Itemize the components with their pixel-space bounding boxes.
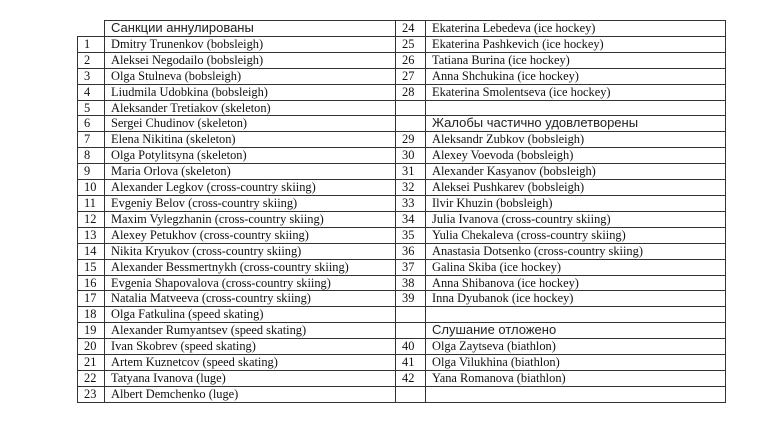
row-number: 27 [396,68,426,84]
athlete-name: Galina Skiba (ice hockey) [426,259,726,275]
athlete-name: Alexander Legkov (cross-country skiing) [105,180,396,196]
athlete-name [426,100,726,116]
row-number: 38 [396,275,426,291]
row-number: 33 [396,195,426,211]
athlete-name: Julia Ivanova (cross-country skiing) [426,211,726,227]
table-row [78,36,726,52]
table-row [78,211,726,227]
athlete-name: Olga Vilukhina (biathlon) [426,355,726,371]
row-number: 25 [396,36,426,52]
athlete-name: Alexander Kasyanov (bobsleigh) [426,164,726,180]
row-number: 16 [78,275,105,291]
athlete-name: Alexander Bessmertnykh (cross-country skiing) [105,259,396,275]
table-row [78,180,726,196]
athlete-name: Olga Zaytseva (biathlon) [426,339,726,355]
athlete-name: Yulia Chekaleva (cross-country skiing) [426,227,726,243]
row-number: 37 [396,259,426,275]
athlete-name: Dmitry Trunenkov (bobsleigh) [105,36,396,52]
row-number [396,386,426,402]
row-number: 31 [396,164,426,180]
athlete-name: Ekaterina Lebedeva (ice hockey) [426,21,726,37]
row-number: 13 [78,227,105,243]
athlete-name: Albert Demchenko (luge) [105,386,396,402]
athlete-name: Anna Shchukina (ice hockey) [426,68,726,84]
athlete-name: Anna Shibanova (ice hockey) [426,275,726,291]
table-row [78,148,726,164]
row-number [396,100,426,116]
right-section-header: Слушание отложено [426,323,726,339]
athlete-name: Olga Fatkulina (speed skating) [105,307,396,323]
row-number: 29 [396,132,426,148]
table-row [78,164,726,180]
athlete-name: Alexey Petukhov (cross-country skiing) [105,227,396,243]
athlete-name: Evgenia Shapovalova (cross-country skiing) [105,275,396,291]
table-row [78,195,726,211]
athlete-name: Alexander Rumyantsev (speed skating) [105,323,396,339]
athlete-name: Ilvir Khuzin (bobsleigh) [426,195,726,211]
athlete-name: Olga Potylitsyna (skeleton) [105,148,396,164]
athlete-name: Natalia Matveeva (cross-country skiing) [105,291,396,307]
row-number: 40 [396,339,426,355]
table-row [78,370,726,386]
row-number: 14 [78,243,105,259]
athlete-name: Anastasia Dotsenko (cross-country skiing) [426,243,726,259]
athlete-name: Maxim Vylegzhanin (cross-country skiing) [105,211,396,227]
table-row [78,259,726,275]
row-number: 42 [396,370,426,386]
row-number: 41 [396,355,426,371]
row-number: 30 [396,148,426,164]
table-row [78,243,726,259]
row-number: 28 [396,84,426,100]
athlete-name: Ivan Skobrev (speed skating) [105,339,396,355]
row-number: 1 [78,36,105,52]
athlete-name: Ekaterina Pashkevich (ice hockey) [426,36,726,52]
row-number: 6 [78,116,105,132]
athlete-name: Evgeniy Belov (cross-country skiing) [105,195,396,211]
row-number [396,307,426,323]
row-number: 7 [78,132,105,148]
table-row [78,323,726,339]
athlete-name: Artem Kuznetcov (speed skating) [105,355,396,371]
athlete-name: Tatiana Burina (ice hockey) [426,52,726,68]
table-row [78,52,726,68]
results-table-body [78,21,726,403]
table-row [78,339,726,355]
athlete-name: Aleksei Negodailo (bobsleigh) [105,52,396,68]
table-row [78,227,726,243]
athlete-name: Olga Stulneva (bobsleigh) [105,68,396,84]
athlete-name: Liudmila Udobkina (bobsleigh) [105,84,396,100]
right-section-header: Жалобы частично удовлетворены [426,116,726,132]
row-number: 23 [78,386,105,402]
table-row [78,21,726,37]
row-number: 9 [78,164,105,180]
row-number: 15 [78,259,105,275]
table-row [78,307,726,323]
table-row [78,116,726,132]
row-number [396,323,426,339]
left-section-header: Санкции аннулированы [105,21,396,37]
row-number: 21 [78,355,105,371]
row-number: 5 [78,100,105,116]
table-row [78,100,726,116]
athlete-name: Sergei Chudinov (skeleton) [105,116,396,132]
left-header-num-cell [78,21,105,37]
results-table [77,20,726,403]
row-number: 35 [396,227,426,243]
table-row [78,386,726,402]
table-row [78,275,726,291]
row-number: 17 [78,291,105,307]
row-number: 24 [396,21,426,37]
athlete-name: Maria Orlova (skeleton) [105,164,396,180]
athlete-name: Tatyana Ivanova (luge) [105,370,396,386]
row-number: 3 [78,68,105,84]
athlete-name: Alexey Voevoda (bobsleigh) [426,148,726,164]
row-number: 8 [78,148,105,164]
athlete-name [426,307,726,323]
table-row [78,291,726,307]
athlete-name: Ekaterina Smolentseva (ice hockey) [426,84,726,100]
athlete-name: Elena Nikitina (skeleton) [105,132,396,148]
row-number: 11 [78,195,105,211]
row-number: 2 [78,52,105,68]
table-row [78,84,726,100]
row-number: 10 [78,180,105,196]
table-row [78,355,726,371]
row-number: 32 [396,180,426,196]
row-number: 34 [396,211,426,227]
row-number: 12 [78,211,105,227]
athlete-name: Aleksandr Zubkov (bobsleigh) [426,132,726,148]
athlete-name [426,386,726,402]
athlete-name: Inna Dyubanok (ice hockey) [426,291,726,307]
table-row [78,68,726,84]
row-number: 20 [78,339,105,355]
row-number: 4 [78,84,105,100]
athlete-name: Aleksander Tretiakov (skeleton) [105,100,396,116]
table-row [78,132,726,148]
row-number: 18 [78,307,105,323]
row-number: 26 [396,52,426,68]
row-number: 39 [396,291,426,307]
row-number [396,116,426,132]
athlete-name: Nikita Kryukov (cross-country skiing) [105,243,396,259]
row-number: 19 [78,323,105,339]
row-number: 36 [396,243,426,259]
athlete-name: Aleksei Pushkarev (bobsleigh) [426,180,726,196]
row-number: 22 [78,370,105,386]
athlete-name: Yana Romanova (biathlon) [426,370,726,386]
